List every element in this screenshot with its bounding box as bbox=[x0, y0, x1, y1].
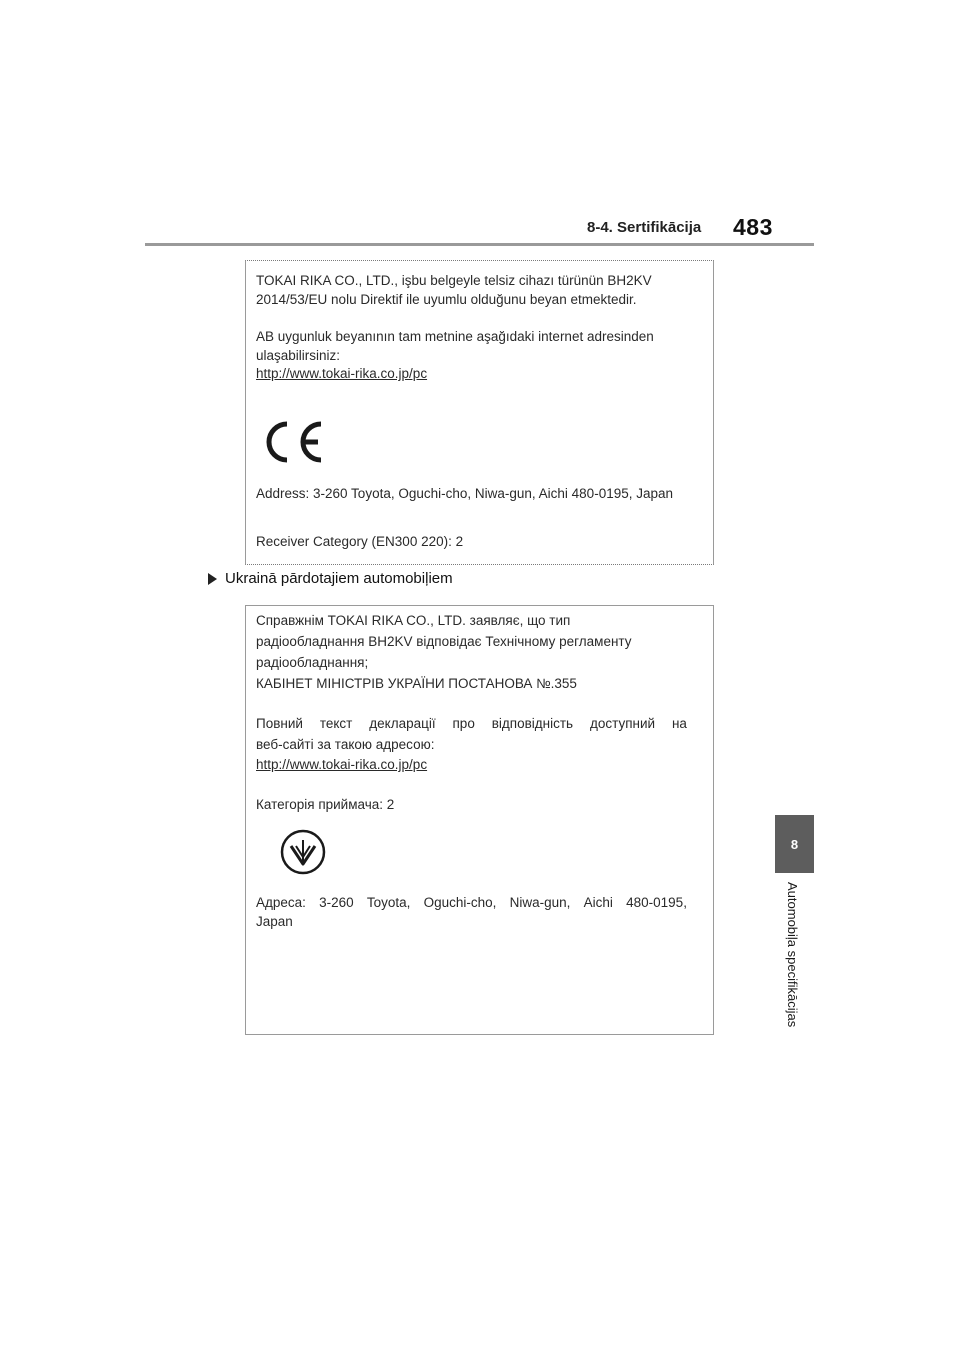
turkish-declaration-box bbox=[245, 260, 714, 565]
ukraine-declaration-box bbox=[245, 605, 714, 1035]
declaration-line bbox=[256, 715, 687, 732]
word: відповідність bbox=[491, 716, 574, 731]
word: текст bbox=[319, 716, 353, 731]
declaration-line: веб-сайті за такою адресою: bbox=[256, 737, 435, 752]
word: декларації bbox=[369, 716, 436, 731]
declaration-line: AB uygunluk beyanının tam metnine aşağıdaki internet adresinden bbox=[256, 329, 654, 344]
declaration-line: радіообладнання BH2KV відповідає Технічному регламенту bbox=[256, 634, 632, 649]
word: 480-0195, bbox=[626, 895, 687, 910]
triangle-bullet-icon bbox=[208, 573, 217, 585]
header-divider bbox=[145, 243, 814, 246]
receiver-category: Receiver Category (EN300 220): 2 bbox=[256, 534, 464, 549]
declaration-url-link[interactable]: http://www.tokai-rika.co.jp/pc bbox=[256, 757, 428, 772]
word: 3-260 bbox=[319, 895, 354, 910]
manufacturer-address: Address: 3-260 Toyota, Oguchi-cho, Niwa-gun, Aichi 480-0195, Japan bbox=[256, 486, 674, 501]
ce-mark-icon bbox=[258, 416, 326, 473]
word: Niwa-gun, bbox=[509, 895, 571, 910]
manufacturer-address bbox=[256, 894, 687, 911]
word: на bbox=[671, 716, 687, 731]
word: Oguchi-cho, bbox=[423, 895, 497, 910]
declaration-line: TOKAI RIKA CO., LTD., işbu belgeyle telsiz cihazı türünün BH2KV bbox=[256, 273, 652, 288]
word: про bbox=[452, 716, 475, 731]
word: доступний bbox=[589, 716, 656, 731]
section-title: 8-4. Sertifikācija bbox=[587, 219, 702, 236]
ukraine-section-heading bbox=[208, 570, 453, 587]
chapter-title: Automobiļa specifikācijas bbox=[785, 882, 800, 1028]
declaration-url-link[interactable]: http://www.tokai-rika.co.jp/pc bbox=[256, 366, 428, 381]
word: Повний bbox=[256, 716, 303, 731]
ukraine-heading-text: Ukrainā pārdotajiem automobiļiem bbox=[225, 570, 453, 587]
declaration-line: КАБІНЕТ МІНІСТРІВ УКРАЇНИ ПОСТАНОВА №.355 bbox=[256, 676, 577, 691]
manufacturer-address-line2: Japan bbox=[256, 914, 293, 929]
page-number: 483 bbox=[733, 214, 773, 240]
declaration-line: Справжнім TOKAI RIKA CO., LTD. заявляє, що тип bbox=[256, 613, 571, 628]
word: Toyota, bbox=[366, 895, 411, 910]
ukraine-conformity-mark-icon bbox=[279, 828, 327, 881]
declaration-line: ulaşabilirsiniz: bbox=[256, 348, 341, 363]
declaration-line: радіообладнання; bbox=[256, 655, 369, 670]
chapter-number: 8 bbox=[790, 836, 799, 852]
declaration-line: 2014/53/EU nolu Direktif ile uyumlu olduğunu beyan etmektedir. bbox=[256, 292, 637, 307]
chapter-tab bbox=[775, 815, 814, 873]
word: Aichi bbox=[583, 895, 613, 910]
word: Адреса: bbox=[256, 895, 306, 910]
receiver-category: Категорія приймача: 2 bbox=[256, 797, 395, 812]
